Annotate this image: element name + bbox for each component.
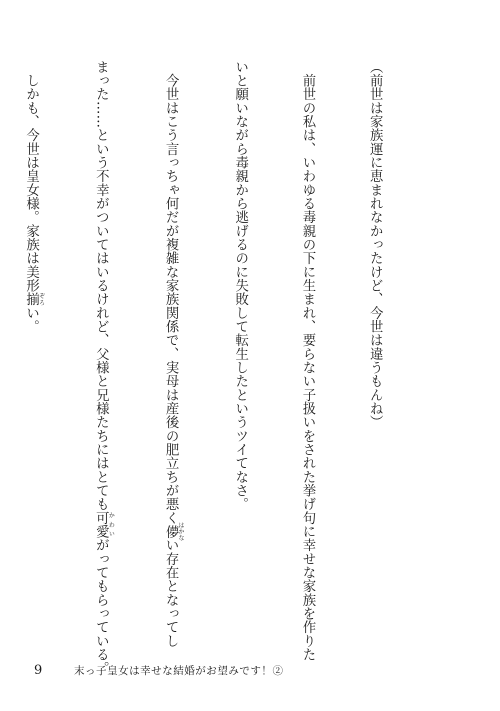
page-number: 9 [34, 663, 43, 678]
page-footer [34, 663, 283, 678]
running-title: 末っ子皇女は幸せな結婚がお望みです！② [74, 665, 284, 677]
text-line: （前世は家族運に恵まれなかったけど、今世は違うもんね） [367, 60, 383, 430]
furigana-word: 揃 ぞろ [23, 292, 45, 307]
text-line: いと願いながら毒親から逃げるのに失敗して転生したというツイてなさ。 [232, 60, 248, 512]
furigana-reading: ぞろ [37, 292, 45, 307]
furigana-reading: はかな [177, 522, 185, 541]
text-line: 前世の私は、いわゆる毒親の下に生まれ、要らない子扱いをされた挙げ句に幸せな家族を作りた [299, 60, 315, 662]
furigana-word: 可愛 かわい [93, 511, 115, 539]
furigana-word: 儚 はかな [163, 522, 185, 541]
text-line: 今世はこう言っちゃ何だが複雑な家族関係で、実母は産後の肥立ちが悪く儚 はかない存在となってし [163, 60, 185, 648]
furigana-reading: かわい [107, 511, 115, 539]
text-line: しかも、今世は皇女様。家族は美形揃 ぞろい。 [23, 60, 45, 334]
text-line: まった……という不幸がついてはいるけれど、父様と兄様たちにはとても可愛 かわいがってもらっている。 [93, 60, 115, 676]
